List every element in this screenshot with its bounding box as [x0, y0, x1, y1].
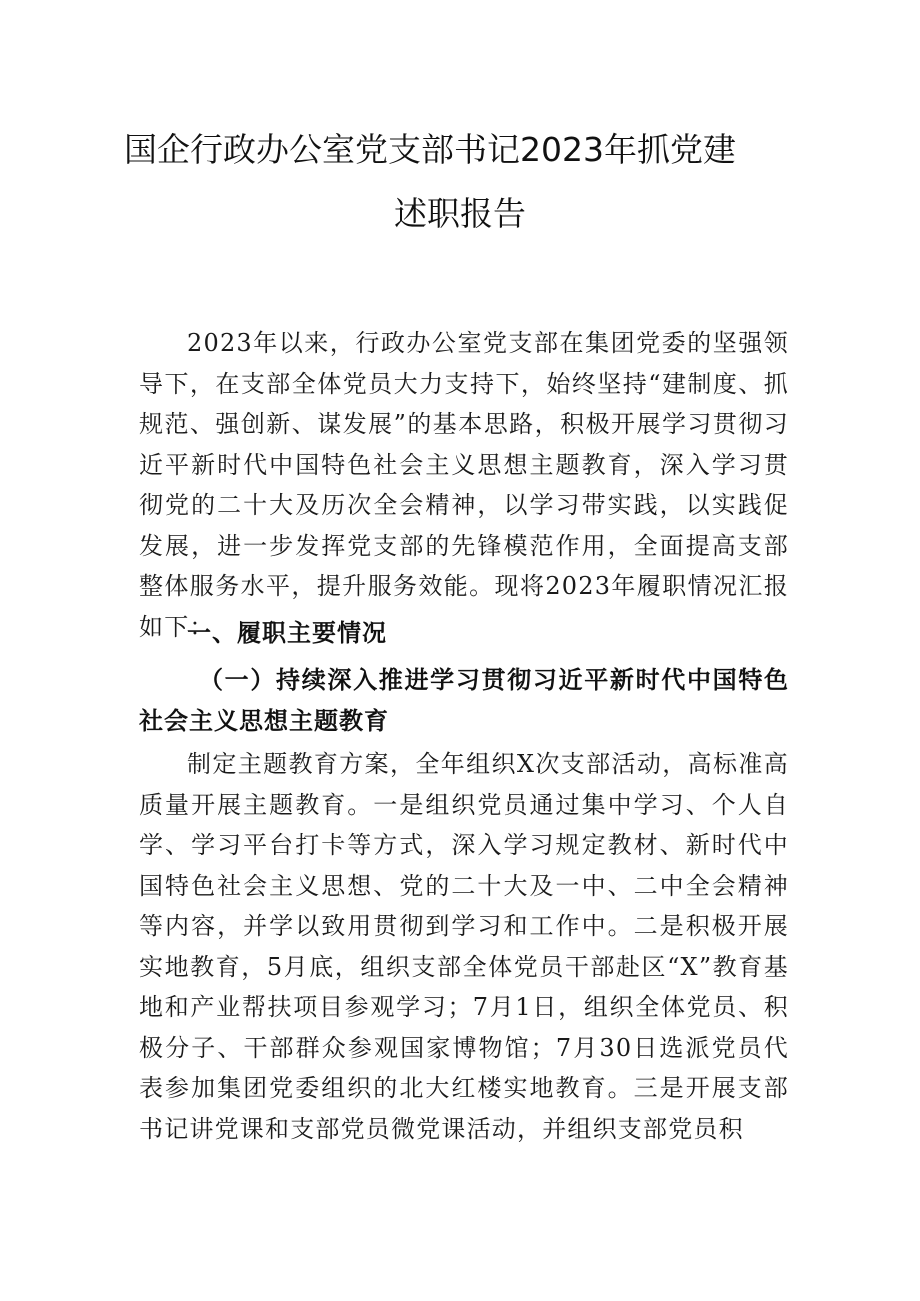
document-title-line-1: 国企行政办公室党支部书记2023年抓党建: [124, 130, 736, 169]
subsection-heading: （一）持续深入推进学习贯彻习近平新时代中国特色社会主义思想主题教育: [139, 666, 789, 735]
document-title-line-2: 述职报告: [394, 194, 526, 233]
section-heading: 一、履职主要情况: [187, 619, 387, 647]
body-paragraph: 制定主题教育方案，全年组织X次支部活动，高标准高质量开展主题教育。一是组织党员通过集中学习、个人自学、学习平台打卡等方式，深入学习规定教材、新时代中国特色社会主义思想、党的二十大及一中、二中全会精神等内容，并学以致用贯彻到学习和工作中。二是积极开展实地教育，5月底，组织支部全体党员干部赴区“X”教育基地和产业帮扶项目参观学习；7月1日，组织全体党员、积极分子、干部群众参观国家博物馆；7月30日选派党员代表参加集团党委组织的北大红楼实地教育。三是开展支部书记讲党课和支部党员微党课活动，并组织支部党员积: [139, 750, 789, 1143]
intro-paragraph: 2023年以来，行政办公室党支部在集团党委的坚强领导下，在支部全体党员大力支持下，始终坚持“建制度、抓规范、强创新、谋发展”的基本思路，积极开展学习贯彻习近平新时代中国特色社会主义思想主题教育，深入学习贯彻党的二十大及历次全会精神，以学习带实践，以实践促发展，进一步发挥党支部的先锋模范作用，全面提高支部整体服务水平，提升服务效能。现将2023年履职情况汇报如下：: [139, 329, 789, 641]
